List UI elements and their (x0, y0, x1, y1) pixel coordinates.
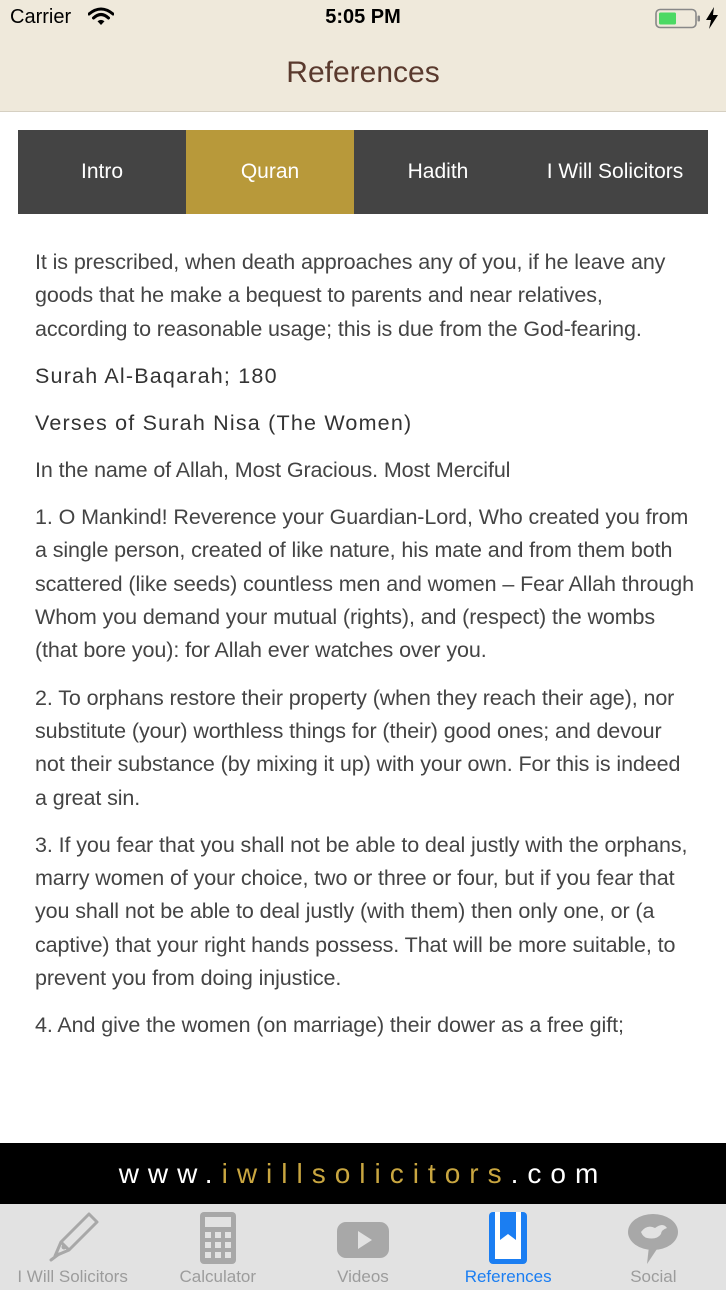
bottom-tab-bar (0, 1204, 726, 1290)
intro-verse: It is prescribed, when death approaches any of you, if he leave any goods that he make a bequest to parents and near relatives, according to reasonable usage; this is due from the God-fearing. (35, 250, 666, 341)
tabbar-item-i-will-solicitors[interactable] (0, 1204, 145, 1290)
tab-intro[interactable]: Intro (80, 160, 124, 183)
clock: 5:05 PM (325, 6, 401, 28)
tabbar-item-social[interactable] (581, 1204, 726, 1290)
tabbar-label: Social (630, 1267, 677, 1286)
verse-reference: Surah Al-Baqarah; 180 (35, 363, 278, 388)
section-heading: Verses of Surah Nisa (The Women) (35, 410, 413, 435)
tabbar-item-videos[interactable] (290, 1204, 435, 1290)
calculator-icon (190, 1210, 246, 1271)
tab-hadith[interactable]: Hadith (407, 160, 469, 183)
speech-bird-icon (625, 1210, 681, 1271)
banner-brand: iwillsolicitors (221, 1157, 511, 1189)
carrier-label: Carrier (10, 6, 72, 28)
banner-prefix: www. (118, 1157, 222, 1189)
book-bookmark-icon (480, 1210, 536, 1271)
pen-nib-icon (45, 1210, 101, 1271)
video-play-icon (335, 1210, 391, 1271)
verse-1: 1. O Mankind! Reverence your Guardian-Lord, Who created you from a single person, created of like nature, his mate and from them both scattered (like seeds) countless men and women – Fear Allah through Whom you demand your mutual (rights), and (respect) the wombs (that bore you): for Allah ever watches over you. (35, 505, 694, 663)
verse-2: 2. To orphans restore their property (when they reach their age), nor substitute (your) worthless things for (their) good ones; and devour not their substance (by mixing it up) with your own. For this is indeed a great sin. (35, 685, 681, 810)
content-scroll-area[interactable] (35, 246, 695, 1143)
tabbar-label: References (464, 1267, 552, 1286)
page-title: References (286, 56, 440, 89)
tabbar-item-references[interactable] (436, 1204, 581, 1290)
tabbar-label: I Will Solicitors (17, 1267, 128, 1286)
verse-4: 4. And give the women (on marriage) their dower as a free gift; (35, 1013, 624, 1038)
website-banner[interactable] (0, 1143, 726, 1204)
tab-quran[interactable]: Quran (186, 130, 354, 214)
status-bar (0, 0, 726, 38)
tabbar-label: Calculator (179, 1267, 257, 1286)
tabbar-label: Videos (337, 1267, 389, 1286)
bismillah-text: In the name of Allah, Most Gracious. Most Merciful (35, 457, 511, 482)
tabbar-item-calculator[interactable] (145, 1204, 290, 1290)
charging-bolt-icon (705, 6, 719, 35)
segment-tabs (18, 130, 708, 214)
verse-3: 3. If you fear that you shall not be able to deal justly with the orphans, marry women of your choice, two or three or four, but if you fear that you shall not be able to deal justly (with them) then only one, or (a captive) that your right hands possess. That will be more suitable, to prevent you from doing injustice. (35, 832, 688, 991)
navigation-bar (0, 38, 726, 112)
tab-i-will-solicitors[interactable]: I Will Solicitors (546, 160, 684, 183)
battery-icon (655, 8, 701, 35)
banner-suffix: .com (510, 1157, 608, 1189)
